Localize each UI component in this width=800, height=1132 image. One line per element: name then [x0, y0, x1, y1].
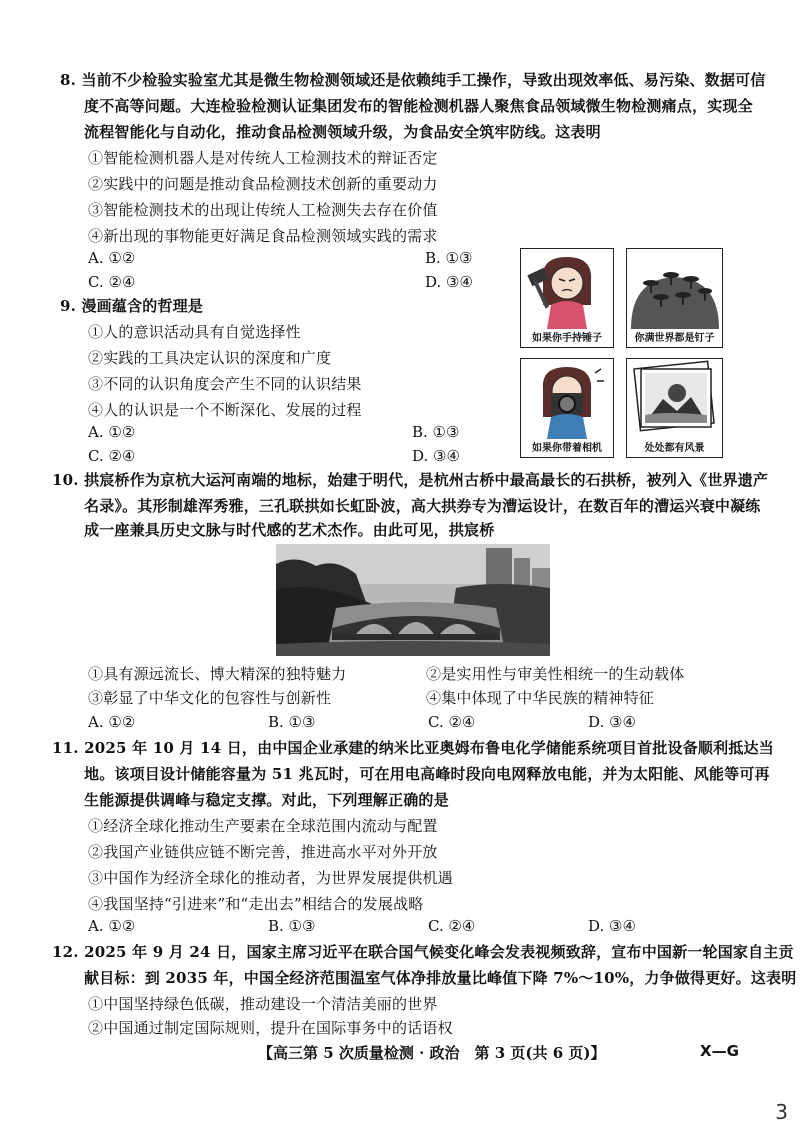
q11-choice-c: C. ②④: [428, 917, 476, 935]
photo-of-scenery-illustration: [627, 359, 722, 439]
q9-choice-a: A. ①②: [88, 423, 136, 441]
q11-option-3: ③中国作为经济全球化的推动者，为世界发展提供机遇: [88, 869, 453, 887]
q9-choice-d: D. ③④: [412, 447, 460, 465]
comic-caption-4: 处处都有风景: [644, 443, 705, 454]
q10-choice-b: B. ①③: [268, 713, 316, 731]
comic-panel-hammer: [520, 248, 614, 348]
q8-option-4: ④新出现的事物能更好满足食品检测领域实践的需求: [88, 227, 438, 245]
q10-stem-line-1: 10. 拱宸桥作为京杭大运河南端的地标，始建于明代，是杭州古桥中最高最长的石拱桥，被列入《世界遗产: [52, 471, 769, 489]
q8-choice-c: C. ②④: [88, 273, 136, 291]
comic-panel-camera: [520, 358, 614, 458]
q10-option-3: ③彰显了中华文化的包容性与创新性: [88, 689, 332, 707]
q8-choice-b: B. ①③: [425, 249, 473, 267]
q8-stem-line-1: 8. 当前不少检验实验室尤其是微生物检测领域还是依赖纯手工操作，导致出现效率低、易污染、数据可信: [60, 71, 766, 89]
q10-stem-line-2: 名录》。其形制雄浑秀雅，三孔联拱如长虹卧波，高大拱券专为漕运设计，在数百年的漕运兴衰中凝练: [84, 497, 761, 515]
q8-option-2: ②实践中的问题是推动食品检测技术创新的重要动力: [88, 175, 438, 193]
q8-stem-line-2: 度不高等问题。大连检验检测认证集团发布的智能检测机器人聚焦食品领域微生物检测痛点，实现全: [84, 97, 753, 115]
q11-choice-b: B. ①③: [268, 917, 316, 935]
q11-stem-line-2: 地。该项目设计储能容量为 51 兆瓦时，可在用电高峰时段向电网释放电能，并为太阳能、风能等可再: [84, 765, 770, 783]
globe-with-nails-illustration: [627, 249, 722, 329]
q9-option-2: ②实践的工具决定认识的深度和广度: [88, 349, 332, 367]
comic-caption-3: 如果你带着相机: [532, 443, 602, 454]
comic-caption-1: 如果你手持锤子: [532, 333, 602, 344]
q12-stem-line-1: 12. 2025 年 9 月 24 日，国家主席习近平在联合国气候变化峰会发表视频致辞，宣布中国新一轮国家自主贡: [52, 943, 794, 961]
q9-choice-b: B. ①③: [412, 423, 460, 441]
q11-choice-a: A. ①②: [88, 917, 136, 935]
q9-option-1: ①人的意识活动具有自觉选择性: [88, 323, 301, 341]
q12-option-1: ①中国坚持绿色低碳，推动建设一个清洁美丽的世界: [88, 995, 438, 1013]
q10-option-2: ②是实用性与审美性相统一的生动载体: [426, 665, 685, 683]
q10-choice-d: D. ③④: [588, 713, 636, 731]
q10-option-1: ①具有源远流长、博大精深的独特魅力: [88, 665, 347, 683]
gongchen-bridge-photo: [276, 544, 550, 656]
q11-stem-line-1: 11. 2025 年 10 月 14 日，由中国企业承建的纳米比亚奥姆布鲁电化学储能系统项目首批设备顺利抵达当: [52, 739, 774, 757]
comic-caption-2: 你满世界都是钉子: [634, 333, 715, 344]
q9-stem: 9. 漫画蕴含的哲理是: [60, 297, 204, 315]
q10-option-4: ④集中体现了中华民族的精神特征: [426, 689, 655, 707]
q11-stem-line-3: 生能源提供调峰与稳定支撑。对此，下列理解正确的是: [84, 791, 449, 809]
q12-option-2: ②中国通过制定国际规则，提升在国际事务中的话语权: [88, 1019, 453, 1037]
q11-option-4: ④我国坚持“引进来”和“走出去”相结合的发展战略: [88, 895, 424, 913]
q8-stem-line-3: 流程智能化与自动化，推动食品检测领域升级，为食品安全筑牢防线。这表明: [84, 123, 601, 141]
comic-panel-nails: [626, 248, 723, 348]
q11-option-2: ②我国产业链供应链不断完善，推进高水平对外开放: [88, 843, 438, 861]
q10-choice-a: A. ①②: [88, 713, 136, 731]
q11-choice-d: D. ③④: [588, 917, 636, 935]
q8-option-1: ①智能检测机器人是对传统人工检测技术的辩证否定: [88, 149, 438, 167]
q10-choice-c: C. ②④: [428, 713, 476, 731]
q12-stem-line-2: 献目标：到 2035 年，中国全经济范围温室气体净排放量比峰值下降 7%～10%，力争做得更好。这表明: [84, 969, 797, 987]
q8-choice-a: A. ①②: [88, 249, 136, 267]
q11-option-1: ①经济全球化推动生产要素在全球范围内流动与配置: [88, 817, 438, 835]
page-footer-code: X—G: [700, 1042, 739, 1060]
q8-choice-d: D. ③④: [425, 273, 473, 291]
page-number: 3: [775, 1100, 788, 1124]
q9-option-4: ④人的认识是一个不断深化、发展的过程: [88, 401, 362, 419]
q9-choice-c: C. ②④: [88, 447, 136, 465]
q8-option-3: ③智能检测技术的出现让传统人工检测失去存在价值: [88, 201, 438, 219]
page-footer-title: 【高三第 5 次质量检测 · 政治 第 3 页(共 6 页)】: [258, 1044, 606, 1062]
girl-with-hammer-illustration: [521, 249, 613, 329]
q9-option-3: ③不同的认识角度会产生不同的认识结果: [88, 375, 362, 393]
q10-stem-line-3: 成一座兼具历史文脉与时代感的艺术杰作。由此可见，拱宸桥: [84, 521, 495, 539]
comic-panel-scenery: [626, 358, 723, 458]
girl-with-camera-illustration: [521, 359, 613, 439]
